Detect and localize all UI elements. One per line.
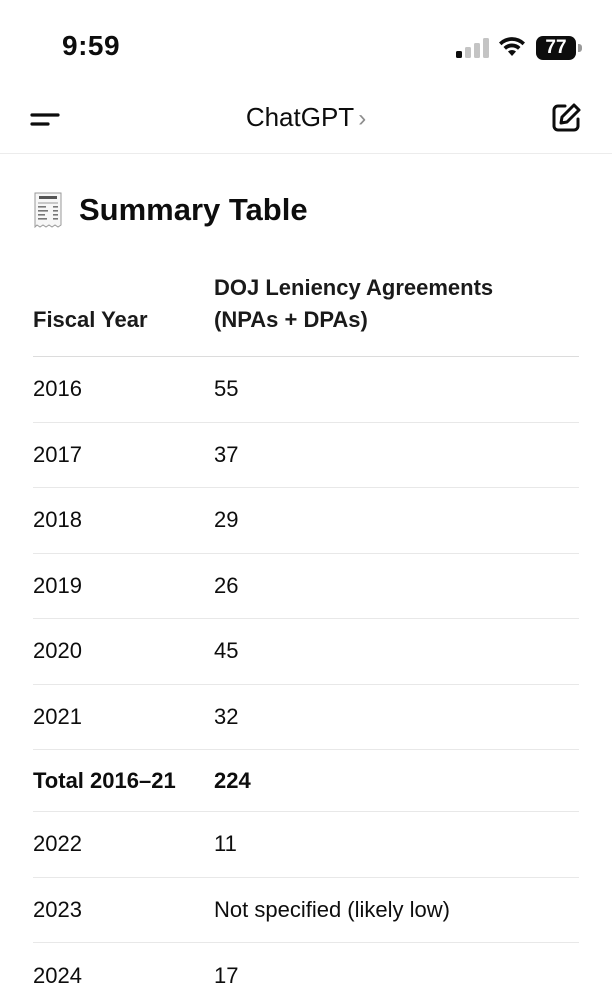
cell-value: 17 [214,962,239,988]
column-header-year: Fiscal Year [33,272,214,357]
table-row [33,812,579,878]
cell-value: 29 [214,488,579,554]
model-selector[interactable] [0,102,612,133]
cell-year: 2023 [33,877,214,943]
table-row [33,943,579,1000]
chat-header [0,88,612,154]
table-row [33,619,579,685]
cell-year: 2018 [33,488,214,554]
table-row [33,488,579,554]
summary-table [33,272,579,1000]
cell-value: 32 [214,684,579,750]
cell-year: 2022 [33,812,214,878]
cell-value: 37 [214,422,579,488]
section-title: Summary Table [79,192,308,227]
cell-year: 2024 [33,962,82,988]
cell-value: 26 [214,553,579,619]
status-time: 9:59 [62,30,121,61]
table-header-row [33,272,579,357]
cell-year: Total 2016–21 [33,750,214,812]
table-row [33,422,579,488]
cell-value: Not specified (likely low) [214,877,579,943]
table-row [33,877,579,943]
battery-level: 77 [545,37,567,58]
cell-year: 2019 [33,553,214,619]
column-header-agreements: DOJ Leniency Agreements (NPAs + DPAs) [214,272,579,357]
battery-icon [536,36,582,60]
table-row [33,684,579,750]
section-heading [33,192,308,228]
cell-value: 45 [214,619,579,685]
table-row-total [33,750,579,812]
table-row [33,357,579,423]
cellular-signal-icon [456,38,490,58]
status-bar [0,0,612,90]
table-row [33,553,579,619]
new-chat-icon[interactable] [548,100,584,136]
cell-year: 2021 [33,684,214,750]
cell-year: 2020 [33,619,214,685]
header-title: ChatGPT [245,102,355,132]
receipt-icon [33,192,63,228]
chevron-right-icon: › [358,105,367,132]
cell-year: 2016 [33,357,214,423]
cell-year: 2017 [33,422,214,488]
cell-value: 55 [214,357,579,423]
cell-value: 224 [214,750,579,812]
wifi-icon [498,36,526,58]
cell-value: 11 [214,812,579,878]
